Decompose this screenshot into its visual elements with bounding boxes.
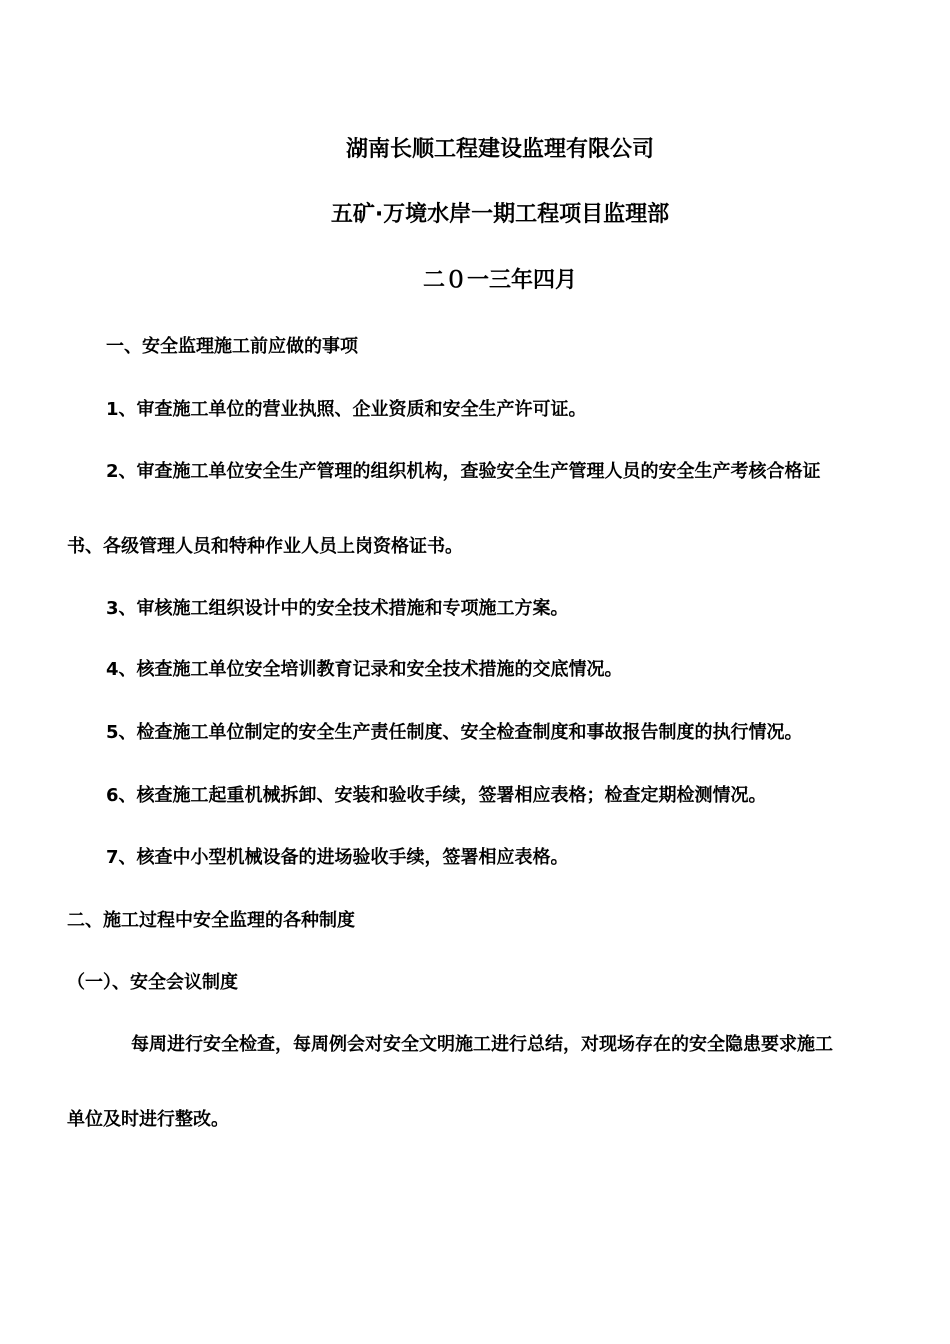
list-item-6: 6、核查施工起重机械拆卸、安装和验收手续，签署相应表格；检查定期检测情况。 xyxy=(106,785,767,806)
company-title: 湖南长顺工程建设监理有限公司 xyxy=(345,137,654,162)
list-item-2: 2、审查施工单位安全生产管理的组织机构，查验安全生产管理人员的安全生产考核合格证 xyxy=(106,461,821,482)
paragraph-line-2: 单位及时进行整改。 xyxy=(67,1109,229,1130)
list-item-2-continuation: 书、各级管理人员和特种作业人员上岗资格证书。 xyxy=(67,536,463,557)
section-heading-2: 二、施工过程中安全监理的各种制度 xyxy=(67,910,355,931)
document-date: 二０一三年四月 xyxy=(422,268,577,293)
list-item-3: 3、审核施工组织设计中的安全技术措施和专项施工方案。 xyxy=(106,598,569,619)
subsection-heading: （一）、安全会议制度 xyxy=(67,972,238,993)
list-item-5: 5、检查施工单位制定的安全生产责任制度、安全检查制度和事故报告制度的执行情况。 xyxy=(106,722,803,743)
list-item-7: 7、核查中小型机械设备的进场验收手续，签署相应表格。 xyxy=(106,847,569,868)
department-title: 五矿·万境水岸一期工程项目监理部 xyxy=(330,202,670,227)
list-item-1: 1、审查施工单位的营业执照、企业资质和安全生产许可证。 xyxy=(106,399,587,420)
paragraph-line-1: 每周进行安全检查，每周例会对安全文明施工进行总结，对现场存在的安全隐患要求施工 xyxy=(131,1034,833,1055)
list-item-4: 4、核查施工单位安全培训教育记录和安全技术措施的交底情况。 xyxy=(106,659,623,680)
section-heading-1: 一、安全监理施工前应做的事项 xyxy=(106,336,358,357)
